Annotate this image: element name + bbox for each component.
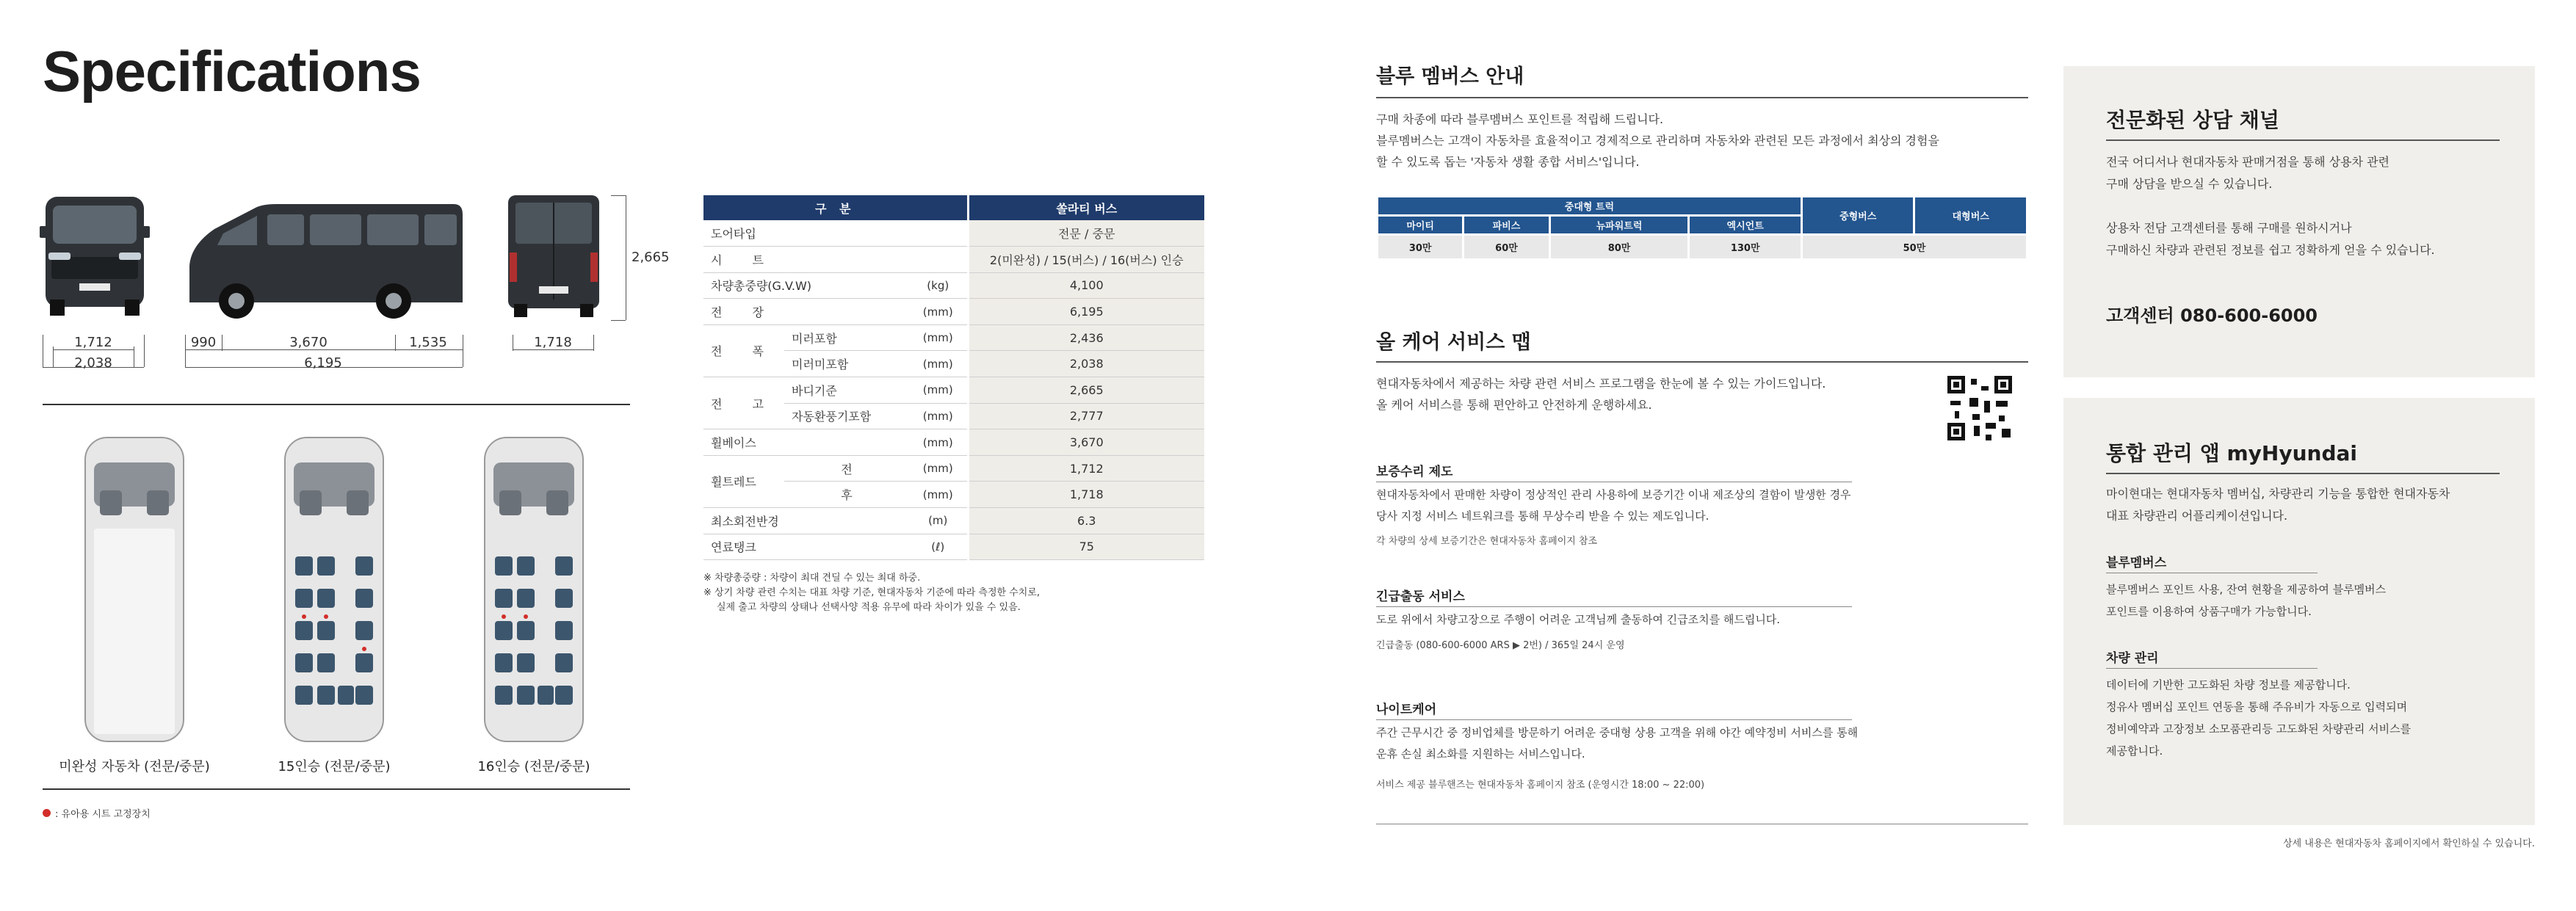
text-line: 올 케어 서비스를 통해 편안하고 안전하게 운행하세요. <box>1376 398 1652 412</box>
consult-title: 전문화된 상담 채널 <box>2106 108 2279 132</box>
seat-layout-16 <box>479 433 589 747</box>
spec-label: 휠베이스 <box>703 429 909 456</box>
spec-label: 연료탱크 <box>703 534 909 560</box>
point-value: 130만 <box>1689 235 1802 260</box>
spec-label: 휠트레드 <box>703 455 784 507</box>
spec-value: 6,195 <box>968 299 1204 325</box>
spec-label: 최소회전반경 <box>703 508 909 534</box>
spec-unit: (mm) <box>909 429 968 456</box>
text-line: 블루멤버스는 고객이 자동차를 효율적이고 경제적으로 관리하며 자동차와 관련된 모든 과정에서 최상의 경험을 <box>1376 134 1939 148</box>
dim-front-width: 1,712 <box>74 335 112 350</box>
divider <box>1376 361 2028 363</box>
membership-title: 블루 멤버스 안내 <box>1376 65 1524 88</box>
emergency-text <box>1376 609 1780 631</box>
spec-header-label: 구 분 <box>703 195 968 220</box>
text-line: 주간 근무시간 중 정비업체를 방문하기 어려운 중대형 상용 고객을 위해 야간 예약정비 서비스를 통해 <box>1376 726 1859 739</box>
table-row <box>703 429 1204 456</box>
nightcare-text <box>1376 722 1858 765</box>
child-seat-dot-icon <box>43 809 51 817</box>
spec-value: 2,038 <box>968 351 1204 377</box>
text-line: 블루멤버스 포인트 사용, 잔여 현황을 제공하여 블루멤버스 <box>2106 583 2387 596</box>
van-rear-view <box>504 189 604 322</box>
spec-notes <box>703 571 1218 615</box>
nightcare-note: 서비스 제공 블루핸즈는 현대자동차 홈페이지 참조 (운영시간 18:00 ~ 22:00) <box>1376 780 1705 791</box>
allcare-title: 올 케어 서비스 맵 <box>1376 331 1531 354</box>
spec-value: 전문 / 중문 <box>968 220 1204 247</box>
text-line: 대표 차량관리 어플리케이션입니다. <box>2106 509 2288 523</box>
spec-table <box>703 195 1204 560</box>
dim-tick <box>395 335 396 351</box>
emergency-title: 긴급출동 서비스 <box>1376 589 1465 604</box>
qr-code-icon[interactable] <box>1947 376 2012 440</box>
dim-rear-track: 1,718 <box>534 335 572 350</box>
divider <box>1376 97 2028 98</box>
myhyundai-intro <box>2106 483 2450 527</box>
col-header: 엑시언트 <box>1689 216 1802 235</box>
table-row <box>703 508 1204 534</box>
van-front-view <box>32 189 157 322</box>
seat-layout-15 <box>279 433 389 747</box>
spec-value: 3,670 <box>968 429 1204 456</box>
text-line: 현대자동차에서 제공하는 차량 관련 서비스 프로그램을 한눈에 볼 수 있는 가이드입니다. <box>1376 377 1826 391</box>
warranty-title: 보증수리 제도 <box>1376 465 1453 479</box>
text-line: 현대자동차에서 판매한 차량이 정상적인 관리 사용하에 보증기간 이내 제조상의 결함이 발생한 경우 <box>1376 488 1851 501</box>
van-side-view <box>181 192 467 322</box>
point-value: 30만 <box>1378 235 1464 260</box>
consult-text-2 <box>2106 217 2435 261</box>
spec-sub: 자동환풍기포함 <box>784 403 909 429</box>
membership-text <box>1376 109 1939 173</box>
spec-header-model: 쏠라티 버스 <box>968 195 1204 220</box>
spec-label: 시 트 <box>703 247 968 273</box>
spec-note: 실제 출고 차량의 상태나 선택사양 적용 유무에 따라 차이가 있을 수 있음. <box>717 602 1021 613</box>
spec-unit: (kg) <box>909 272 968 299</box>
spec-note: ※ 상기 차량 관련 수치는 대표 차량 기준, 현대자동차 기준에 따라 측정한 수치로, <box>703 587 1041 598</box>
text-line: 운휴 손실 최소화를 지원하는 서비스입니다. <box>1376 747 1585 761</box>
consult-panel <box>2063 66 2535 377</box>
spec-sub: 미러미포함 <box>784 351 909 377</box>
divider <box>2106 139 2500 141</box>
col-header: 파비스 <box>1464 216 1549 235</box>
text-line: 정비예약과 고장정보 소모품관리등 고도화된 차량관리 서비스를 <box>2106 722 2412 736</box>
table-row <box>703 247 1204 273</box>
dim-tick <box>611 195 626 196</box>
seat-layout-incomplete <box>79 433 189 747</box>
spec-value: 1,718 <box>968 482 1204 508</box>
divider <box>2106 473 2500 474</box>
spec-sub: 미러포함 <box>784 324 909 351</box>
nightcare-title: 나이트케어 <box>1376 703 1437 717</box>
text-line: 마이현대는 현대자동차 멤버십, 차량관리 기능을 통합한 현대자동차 <box>2106 487 2450 501</box>
text-line: 도로 위에서 차량고장으로 주행이 어려운 고객님께 출동하여 긴급조치를 해드립니다. <box>1376 613 1781 626</box>
vehicle-care-subtitle: 차량 관리 <box>2106 651 2159 666</box>
text-line: 당사 지정 서비스 네트워크를 통해 무상수리 받을 수 있는 제도입니다. <box>1376 509 1710 523</box>
vehicle-care-text <box>2106 674 2411 762</box>
spec-value: 75 <box>968 534 1204 560</box>
col-header: 마이티 <box>1378 216 1464 235</box>
spec-unit: (ℓ) <box>909 534 968 560</box>
divider <box>2106 668 2318 669</box>
group-header: 중대형 트럭 <box>1378 197 1802 216</box>
seat-label-16: 16인승 (전문/중문) <box>477 759 590 774</box>
spec-value: 4,100 <box>968 272 1204 299</box>
consult-text-1 <box>2106 151 2389 195</box>
dim-total-length: 6,195 <box>304 355 342 371</box>
spec-label: 도어타입 <box>703 220 968 247</box>
seat-label-incomplete: 미완성 자동차 (전문/중문) <box>59 759 210 774</box>
spec-unit: (mm) <box>909 324 968 351</box>
text-line: 포인트를 이용하여 상품구매가 가능합니다. <box>2106 605 2312 618</box>
customer-center-phone: 고객센터 080-600-6000 <box>2106 305 2318 326</box>
warranty-note: 각 차량의 상세 보증기간은 현대자동차 홈페이지 참조 <box>1376 536 1598 547</box>
allcare-text <box>1376 373 1826 415</box>
divider <box>43 404 630 405</box>
dim-wheelbase: 3,670 <box>289 335 328 350</box>
spec-value: 1,712 <box>968 455 1204 482</box>
spec-unit: (m) <box>909 508 968 534</box>
dim-front-mirror: 2,038 <box>74 355 112 371</box>
table-row <box>703 220 1204 247</box>
divider <box>1376 719 1852 720</box>
spec-label: 전 고 <box>703 377 784 429</box>
spec-unit: (mm) <box>909 299 968 325</box>
legend <box>43 806 151 820</box>
dim-tick <box>611 320 626 321</box>
bluemembers-text <box>2106 578 2386 623</box>
warranty-text <box>1376 484 1851 527</box>
col-header: 대형버스 <box>1914 197 2027 235</box>
point-value: 80만 <box>1549 235 1689 260</box>
spec-label: 차량총중량(G.V.W) <box>703 272 909 299</box>
spec-value: 6.3 <box>968 508 1204 534</box>
spec-value: 2,665 <box>968 377 1204 404</box>
table-row <box>703 299 1204 325</box>
bluemembers-subtitle: 블루멤버스 <box>2106 556 2167 570</box>
text-line: 구매 상담을 받으실 수 있습니다. <box>2106 177 2273 191</box>
page-title: Specifications <box>43 39 421 104</box>
table-row <box>703 455 1204 482</box>
text-line: 구매하신 차량과 관련된 정보를 쉽고 정확하게 얻을 수 있습니다. <box>2106 243 2435 257</box>
table-row <box>703 324 1204 351</box>
footnote: 상세 내용은 현대자동차 홈페이지에서 확인하실 수 있습니다. <box>2283 838 2535 849</box>
dim-height: 2,665 <box>632 250 670 265</box>
spec-label: 전 장 <box>703 299 909 325</box>
spec-note: ※ 차량총중량 : 차량이 최대 견딜 수 있는 최대 하중. <box>703 573 921 584</box>
emergency-note: 긴급출동 (080-600-6000 ARS ▶ 2번) / 365일 24시 운영 <box>1376 640 1625 651</box>
spec-sub: 후 <box>784 482 909 508</box>
spec-label: 전 폭 <box>703 324 784 377</box>
table-row <box>703 377 1204 404</box>
spec-value: 2,436 <box>968 324 1204 351</box>
legend-text: : 유아용 시트 고정장치 <box>55 809 151 820</box>
text-line: 구매 차종에 따라 블루멤버스 포인트를 적립해 드립니다. <box>1376 112 1664 126</box>
text-line: 전국 어디서나 현대자동차 판매거점을 통해 상용차 관련 <box>2106 155 2390 169</box>
point-value: 50만 <box>1801 235 2027 260</box>
spec-sub: 전 <box>784 455 909 482</box>
table-row <box>703 272 1204 299</box>
spec-unit: (mm) <box>909 482 968 508</box>
spec-unit: (mm) <box>909 351 968 377</box>
table-row <box>703 534 1204 560</box>
divider <box>43 788 630 790</box>
spec-sub: 바디기준 <box>784 377 909 404</box>
myhyundai-title: 통합 관리 앱 myHyundai <box>2106 441 2358 465</box>
col-header: 뉴파워트럭 <box>1549 216 1689 235</box>
spec-value: 2(미완성) / 15(버스) / 16(버스) 인승 <box>968 247 1204 273</box>
text-line: 데이터에 기반한 고도화된 차량 정보를 제공합니다. <box>2106 678 2351 692</box>
text-line: 할 수 있도록 돕는 '자동차 생활 종합 서비스'입니다. <box>1376 155 1640 169</box>
spec-unit: (mm) <box>909 403 968 429</box>
spec-value: 2,777 <box>968 403 1204 429</box>
text-line: 정유사 멤버십 포인트 연동을 통해 주유비가 자동으로 입력되며 <box>2106 700 2408 714</box>
dim-tick <box>593 335 594 351</box>
spec-unit: (mm) <box>909 377 968 404</box>
col-header: 중형버스 <box>1801 197 1914 235</box>
myhyundai-panel <box>2063 398 2535 825</box>
membership-point-table <box>1376 195 2028 261</box>
divider <box>1376 606 1852 607</box>
spec-unit: (mm) <box>909 455 968 482</box>
text-line: 상용차 전담 고객센터를 통해 구매를 원하시거나 <box>2106 221 2352 235</box>
text-line: 제공합니다. <box>2106 744 2163 758</box>
dim-overhang-rear: 1,535 <box>409 335 447 350</box>
seat-label-15: 15인승 (전문/중문) <box>278 759 391 774</box>
point-value: 60만 <box>1464 235 1549 260</box>
dim-tick <box>144 335 145 367</box>
dim-overhang-front: 990 <box>190 335 217 350</box>
